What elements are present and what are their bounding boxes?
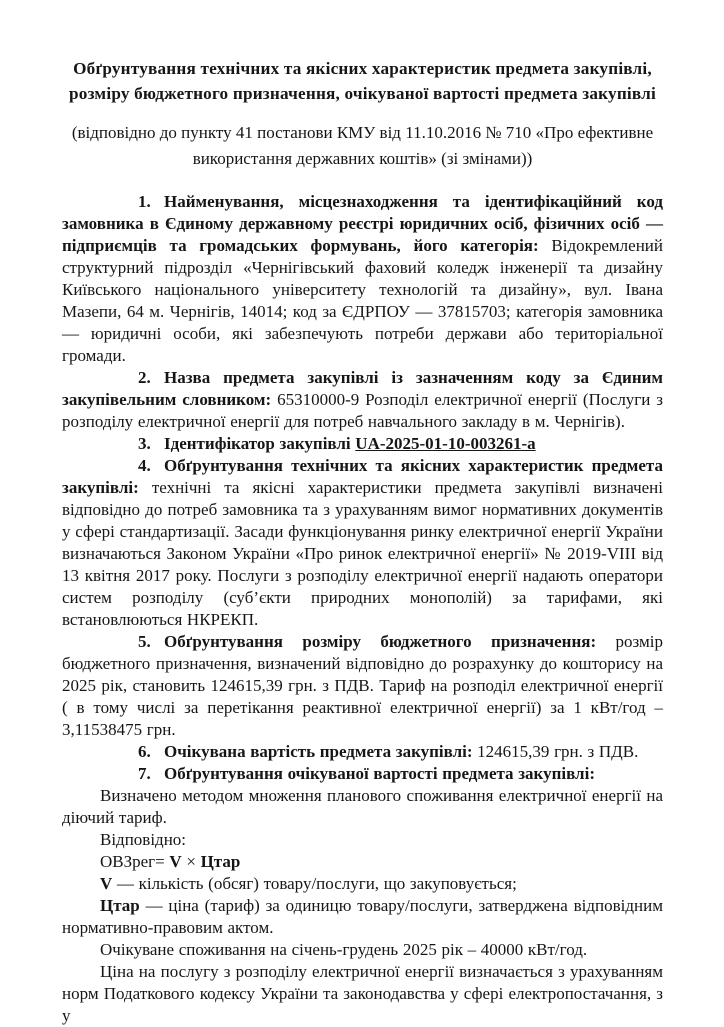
text-run: Обґрунтування розміру бюджетного призначення: xyxy=(164,632,616,651)
title-line-1: Обґрунтування технічних та якісних характеристик предмета закупівлі, xyxy=(73,59,652,78)
paragraph xyxy=(62,785,663,829)
paragraph-number: 2. xyxy=(138,368,151,387)
text-run: × xyxy=(181,852,201,871)
paragraph-number: 7. xyxy=(138,764,151,783)
numbered-paragraph xyxy=(62,191,663,367)
text-run: розмір бюджетного призначення, визначений відповідно до розрахунку до кошторису на 2025 рік, становить 124615,39 грн. з ПДВ. Тариф на розподіл електричної енергії ( в тому числі за перетікання реактивної електричної енергії) за 1 кВт/год – 3,11538475 грн. xyxy=(62,632,663,739)
text-run: Очікуване споживання на січень-грудень 2025 рік – 40000 кВт/год. xyxy=(100,940,588,959)
text-run: 124615,39 грн. з ПДВ. xyxy=(477,742,639,761)
numbered-paragraph xyxy=(62,433,663,455)
numbered-paragraph xyxy=(62,455,663,631)
subtitle-line-1: (відповідно до пункту 41 постанови КМУ від 11.10.2016 № 710 «Про ефективне xyxy=(71,123,654,142)
paragraph-number: 3. xyxy=(138,434,151,453)
text-run: — кількість (обсяг) товару/послуги, що закуповується; xyxy=(112,874,517,893)
text-run: Обґрунтування очікуваної вартості предмета закупівлі: xyxy=(164,764,595,783)
subtitle-line-2: використання державних коштів» (зі змінами)) xyxy=(192,149,533,168)
paragraph xyxy=(62,895,663,939)
text-run: Найменування, місцезнаходження та ідентифікаційний код замовника в Єдиному державному реєстрі юридичних осіб, фізичних осіб — підприємців та громадських формувань, його категорія: xyxy=(62,192,663,255)
paragraph xyxy=(62,829,663,851)
text-run: ОВЗрег= xyxy=(100,852,170,871)
text-run: Визначено методом множення планового споживання електричної енергії на діючий тариф. xyxy=(62,786,663,827)
document-body xyxy=(62,191,663,1027)
paragraph xyxy=(62,851,663,873)
title-line-2: розміру бюджетного призначення, очікуваної вартості предмета закупівлі xyxy=(69,84,656,103)
paragraph xyxy=(62,961,663,1027)
text-run: UA-2025-01-10-003261-a xyxy=(355,434,536,453)
text-run: V xyxy=(100,874,113,893)
text-run: Цтар xyxy=(100,896,140,915)
text-run: V xyxy=(169,852,182,871)
numbered-paragraph xyxy=(62,741,663,763)
text-run: Цтар xyxy=(200,852,241,871)
paragraph-number: 1. xyxy=(138,192,151,211)
text-run: технічні та якісні характеристики предмета закупівлі визначені відповідно до потреб замовника та з урахуванням вимог нормативних документів у сфері стандартизації. Засади функціонування ринку електричної енергії України визначаються Законом України «Про ринок електричної енергії» № 2019-VIII від 13 квітня 2017 року. Послуги з розподілу електричної енергії надають оператори систем розподілу (суб’єкти природних монополій) за тарифами, які встановлюються НКРЕКП. xyxy=(62,478,663,629)
paragraph-number: 5. xyxy=(138,632,151,651)
text-run: Відокремлений структурний підрозділ «Чернігівський фаховий коледж інженерії та дизайну Київського національного університету технологій та дизайну», вул. Івана Мазепи, 64 м. Чернігів, 14014; код за ЄДРПОУ — 37815703; категорія замовника — юридичні особи, які забезпечують потреби держави або територіальної громади. xyxy=(62,236,663,365)
text-run: Очікувана вартість предмета закупівлі: xyxy=(164,742,478,761)
numbered-paragraph xyxy=(62,763,663,785)
text-run: Ціна на послугу з розподілу електричної енергії визначається з урахуванням норм Податкового кодексу України та законодавства у сфері електропостачання, з у xyxy=(62,962,663,1025)
document-title xyxy=(62,56,663,106)
text-run: 65310000-9 Розподіл електричної енергії (Послуги з розподілу електричної енергії для потреб навчального закладу в м. Чернігів). xyxy=(62,390,664,431)
numbered-paragraph xyxy=(62,367,663,433)
text-run: — ціна (тариф) за одиницю товару/послуги, затверджена відповідним нормативно-правовим актом. xyxy=(62,896,663,937)
text-run: Назва предмета закупівлі із зазначенням коду за Єдиним закупівельним словником: xyxy=(62,368,663,409)
paragraph-number: 4. xyxy=(138,456,151,475)
paragraph xyxy=(62,939,663,961)
paragraph-number: 6. xyxy=(138,742,151,761)
document-subtitle xyxy=(62,120,663,172)
text-run: Обґрунтування технічних та якісних характеристик предмета закупівлі: xyxy=(62,456,663,497)
text-run: Відповідно: xyxy=(100,830,187,849)
text-run: Ідентифікатор закупівлі xyxy=(164,434,356,453)
paragraph xyxy=(62,873,663,895)
numbered-paragraph xyxy=(62,631,663,741)
